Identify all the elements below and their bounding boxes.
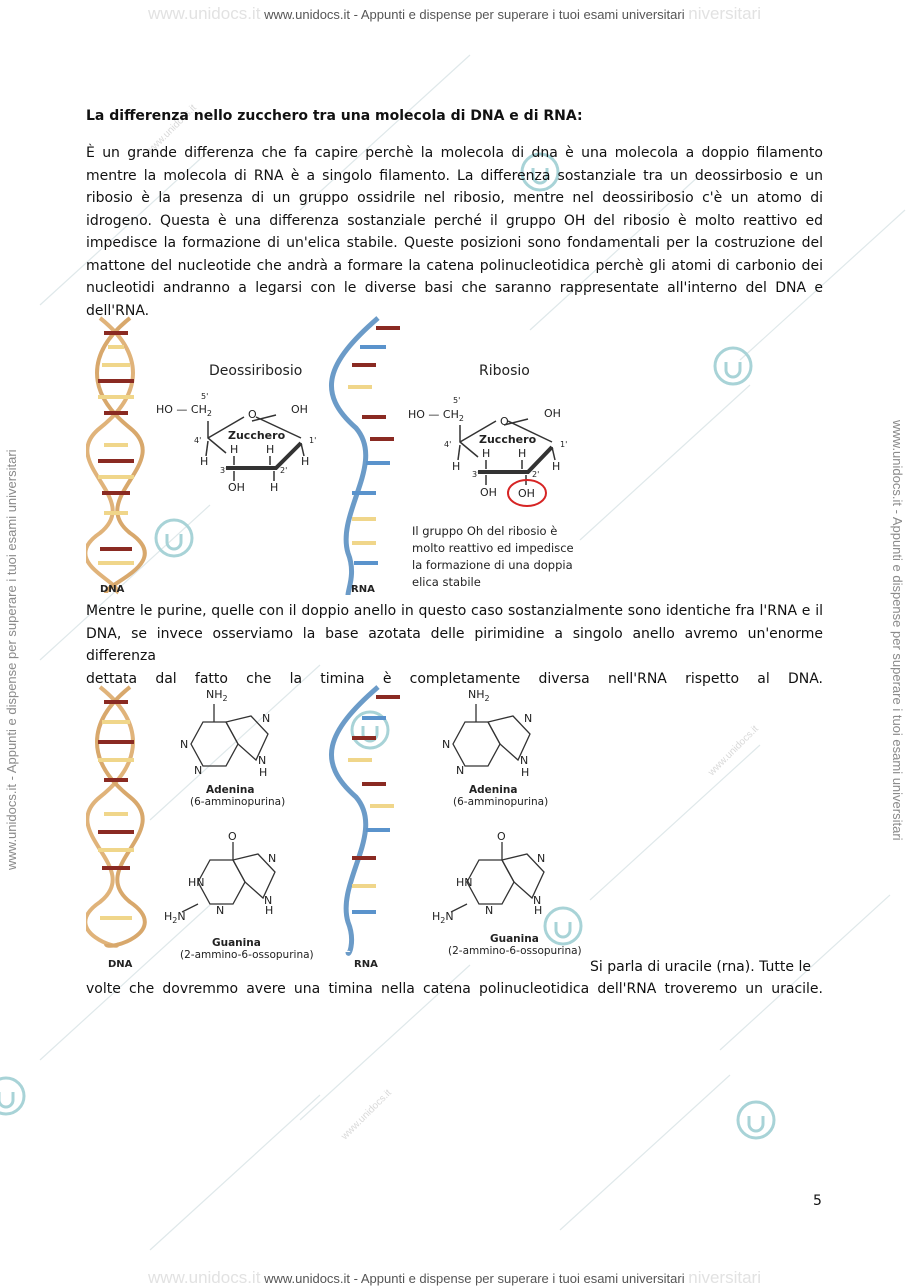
footer-ghost-left: www.unidocs.it: [148, 1268, 261, 1286]
dna-label-2: DNA: [108, 959, 133, 970]
svg-text:NH2: $NH_2$: [468, 688, 490, 703]
svg-text:3': 3': [220, 466, 228, 475]
guanine-sub-rna: (2-ammino-6-ossopurina): [448, 945, 582, 957]
svg-text:www.unidocs.it: www.unidocs.it: [706, 723, 761, 779]
guanine-name-rna: Guanina: [490, 933, 539, 945]
svg-text:H2N: $H_2N$: [432, 910, 454, 925]
ribose-note-line-4: elica stabile: [412, 575, 481, 589]
svg-text:H: H: [534, 904, 543, 917]
svg-text:N: N: [442, 738, 451, 751]
ribo-highlighted-oh: OH: [518, 487, 535, 500]
paragraph-bases-body: Mentre le purine, quelle con il doppio anello in questo caso sostanzialmente sono identiche fra l'RNA e il DNA, se invece osserviamo la base azotata delle pirimidine a singolo anello avremo un'enorme differenza: [86, 603, 823, 664]
svg-text:4': 4': [444, 440, 452, 449]
paragraph-bases-difference: [86, 600, 823, 690]
header-watermark: [0, 4, 909, 24]
dna-helix-illustration-2: [86, 687, 145, 946]
footer-ghost-right: niversitari: [688, 1268, 761, 1286]
dna-helix-illustration: [86, 318, 145, 593]
footer-watermark-text: www.unidocs.it - Appunti e dispense per superare i tuoi esami universitari: [264, 1271, 685, 1286]
guanine-name-dna: Guanina: [212, 937, 261, 949]
section-heading: La differenza nello zucchero tra una molecola di DNA e di RNA:: [86, 108, 583, 124]
left-side-watermark: www.unidocs.it - Appunti e dispense per superare i tuoi esami universitari: [4, 449, 19, 870]
right-side-watermark: www.unidocs.it - Appunti e dispense per superare i tuoi esami universitari: [890, 420, 905, 841]
svg-text:1': 1': [560, 440, 568, 449]
svg-text:N: N: [537, 852, 546, 865]
adenine-name-rna: Adenina: [469, 784, 518, 796]
svg-text:H: H: [552, 460, 561, 473]
svg-text:H: H: [301, 455, 310, 468]
adenine-sub-rna: (6-amminopurina): [453, 796, 549, 808]
figure-sugar-comparison: [86, 313, 586, 599]
deoxy-sugar-label: Zucchero: [228, 429, 286, 442]
header-ghost-left: www.unidocs.it: [148, 4, 261, 23]
ribose-note-line-2: molto reattivo ed impedisce: [412, 541, 574, 555]
svg-text:OH: OH: [480, 486, 497, 499]
ribo-sugar-label: Zucchero: [479, 433, 537, 446]
svg-text:4': 4': [194, 436, 202, 445]
guanine-sub-dna: (2-ammino-6-ossopurina): [180, 949, 314, 961]
paragraph-bases-last-line: dettata dal fatto che la timina è completamente diversa nell'RNA rispetto al DNA.: [86, 670, 823, 687]
deoxy-ho-ch2: HO — CH: [156, 403, 207, 416]
ribose-note-line-3: la formazione di una doppia: [412, 558, 573, 572]
svg-text:O: O: [248, 408, 257, 421]
svg-text:www.unidocs.it: www.unidocs.it: [144, 102, 199, 158]
svg-text:N: N: [258, 754, 267, 767]
svg-text:N: N: [533, 894, 542, 907]
page-number: 5: [813, 1193, 822, 1209]
footer-watermark: [0, 1268, 909, 1286]
paragraph-sugar-difference: È un grande differenza che fa capire perchè la molecola di dna è una molecola a doppio filamento mentre la molecola di RNA è a singolo filamento. La differenza sostanziale tra un deossirbosio e un ribosio è la presenza di un gruppo ossidrile nel ribosio, mentre nel deossiribosio c'è un atomo di idrogeno. Questa è una differenza sostanziale perché il gruppo OH del ribosio è molto reattivo ed impedisce la formazione di un'elica stabile. Queste posizioni sono fondamentali per la costruzione del mattone del nucleotide che andrà a formare la catena polinucleotidica perchè gli atomi di carbonio dei nucleotidi andranno a legarsi con le diverse basi che saranno rappresentate all'interno del DNA e dell'RNA.: [86, 145, 823, 319]
header-watermark-text: www.unidocs.it - Appunti e dispense per superare i tuoi esami universitari: [264, 7, 685, 22]
svg-text:5': 5': [201, 392, 209, 401]
svg-text:N: N: [524, 712, 533, 725]
dna-label: DNA: [100, 584, 125, 595]
svg-text:OH: OH: [228, 481, 245, 494]
svg-text:N: N: [268, 852, 277, 865]
header-ghost-right: niversitari: [688, 4, 761, 23]
svg-text:3': 3': [472, 470, 480, 479]
guanine-structure-rna: [432, 830, 582, 957]
adenine-sub-dna: (6-amminopurina): [190, 796, 286, 808]
rna-helix-illustration: [331, 318, 400, 595]
svg-text:H2N: $H_2N$: [164, 910, 186, 925]
svg-text:HO — CH2: HO — $CH_2$: [156, 403, 212, 418]
svg-text:5': 5': [453, 396, 461, 405]
svg-text:H: H: [230, 443, 239, 456]
svg-text:OH: OH: [291, 403, 308, 416]
svg-text:N: N: [180, 738, 189, 751]
deoxyribose-title: Deossiribosio: [209, 363, 303, 379]
svg-text:HN: HN: [456, 876, 473, 889]
svg-text:H: H: [259, 766, 268, 779]
svg-text:H: H: [452, 460, 461, 473]
svg-text:O: O: [228, 830, 237, 843]
svg-text:2': 2': [280, 466, 288, 475]
svg-text:N: N: [485, 904, 494, 917]
adenine-structure-rna: [442, 688, 548, 808]
svg-text:N: N: [262, 712, 271, 725]
rna-label-2: RNA: [354, 959, 378, 970]
svg-text:1': 1': [309, 436, 317, 445]
svg-text:H: H: [266, 443, 275, 456]
adenine-structure-dna: [180, 688, 285, 808]
svg-text:HN: HN: [188, 876, 205, 889]
paragraph-uracil-end: volte che dovremmo avere una timina nella catena polinucleotidica dell'RNA troveremo un uracile.: [86, 981, 823, 997]
guanine-structure-dna: [164, 830, 314, 961]
svg-text:H: H: [482, 447, 491, 460]
svg-text:N: N: [456, 764, 465, 777]
svg-text:O: O: [497, 830, 506, 843]
rna-helix-illustration-2: [331, 687, 400, 953]
svg-text:N: N: [194, 764, 203, 777]
svg-text:N: N: [264, 894, 273, 907]
svg-text:H: H: [518, 447, 527, 460]
svg-text:H: H: [265, 904, 274, 917]
svg-text:NH2: $NH_2$: [206, 688, 228, 703]
svg-text:OH: OH: [544, 407, 561, 420]
svg-text:O: O: [500, 415, 509, 428]
svg-text:www.unidocs.it: www.unidocs.it: [339, 1087, 394, 1143]
svg-text:2': 2': [532, 470, 540, 479]
adenine-name-dna: Adenina: [206, 784, 255, 796]
svg-text:H: H: [521, 766, 530, 779]
paragraph-uracil-start: Si parla di uracile (rna). Tutte le: [590, 959, 811, 975]
svg-text:H: H: [270, 481, 279, 494]
svg-text:N: N: [520, 754, 529, 767]
svg-text:H: H: [200, 455, 209, 468]
svg-text:HO — CH2: HO — $CH_2$: [408, 408, 464, 423]
ribo-ho-ch2: HO — CH: [408, 408, 459, 421]
rna-label: RNA: [351, 584, 375, 595]
figure-purine-comparison: [86, 682, 586, 970]
svg-text:N: N: [216, 904, 225, 917]
ribose-title: Ribosio: [479, 363, 530, 379]
ribose-note-line-1: Il gruppo Oh del ribosio è: [412, 524, 558, 538]
